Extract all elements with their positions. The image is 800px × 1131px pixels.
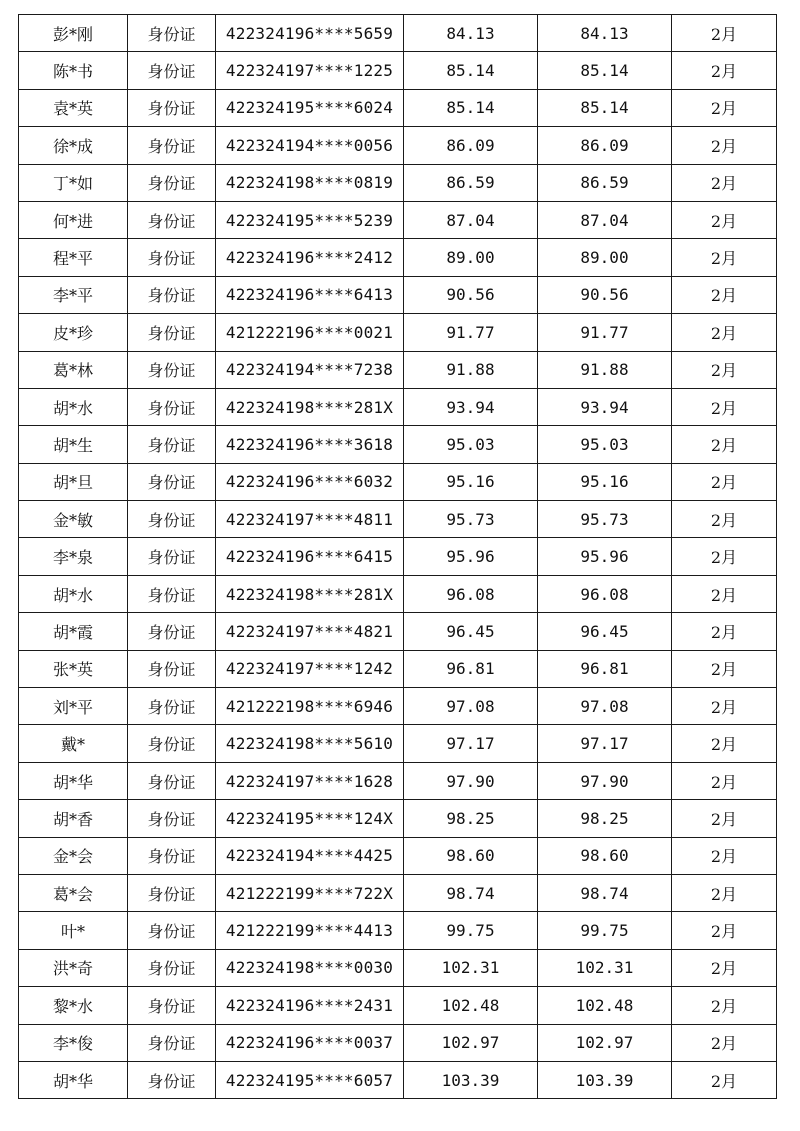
table-row [19, 987, 777, 1024]
name-cell: 彭*刚 [19, 15, 128, 52]
total-cell: 96.81 [538, 650, 672, 687]
id-number-cell: 421222198****6946 [216, 688, 404, 725]
id-number-cell: 422324196****6032 [216, 463, 404, 500]
name-cell: 李*泉 [19, 538, 128, 575]
amount-cell: 98.60 [404, 837, 538, 874]
amount-cell: 87.04 [404, 201, 538, 238]
id-number-cell: 422324198****0030 [216, 949, 404, 986]
total-cell: 98.74 [538, 874, 672, 911]
amount-cell: 95.96 [404, 538, 538, 575]
month-cell: 2月 [672, 912, 777, 949]
total-cell: 91.88 [538, 351, 672, 388]
id-number-cell: 422324194****0056 [216, 127, 404, 164]
amount-cell: 96.08 [404, 575, 538, 612]
document-type-cell: 身份证 [128, 800, 216, 837]
total-cell: 102.31 [538, 949, 672, 986]
name-cell: 葛*会 [19, 874, 128, 911]
document-type-cell: 身份证 [128, 1024, 216, 1061]
amount-cell: 103.39 [404, 1061, 538, 1098]
id-number-cell: 422324196****5659 [216, 15, 404, 52]
id-number-cell: 422324194****4425 [216, 837, 404, 874]
amount-cell: 98.25 [404, 800, 538, 837]
month-cell: 2月 [672, 1061, 777, 1098]
table-row [19, 874, 777, 911]
table-row [19, 800, 777, 837]
total-cell: 84.13 [538, 15, 672, 52]
table-row [19, 388, 777, 425]
id-number-cell: 422324196****6415 [216, 538, 404, 575]
total-cell: 99.75 [538, 912, 672, 949]
total-cell: 96.45 [538, 613, 672, 650]
id-number-cell: 421222199****722X [216, 874, 404, 911]
month-cell: 2月 [672, 15, 777, 52]
month-cell: 2月 [672, 725, 777, 762]
month-cell: 2月 [672, 239, 777, 276]
name-cell: 徐*成 [19, 127, 128, 164]
id-number-cell: 422324195****5239 [216, 201, 404, 238]
name-cell: 袁*英 [19, 89, 128, 126]
name-cell: 皮*珍 [19, 314, 128, 351]
table-row [19, 613, 777, 650]
table-row [19, 351, 777, 388]
id-number-cell: 422324198****5610 [216, 725, 404, 762]
amount-cell: 86.59 [404, 164, 538, 201]
month-cell: 2月 [672, 314, 777, 351]
name-cell: 胡*华 [19, 762, 128, 799]
amount-cell: 95.73 [404, 501, 538, 538]
document-type-cell: 身份证 [128, 912, 216, 949]
id-number-cell: 422324195****6057 [216, 1061, 404, 1098]
table-row [19, 239, 777, 276]
amount-cell: 99.75 [404, 912, 538, 949]
name-cell: 金*会 [19, 837, 128, 874]
amount-cell: 89.00 [404, 239, 538, 276]
name-cell: 李*俊 [19, 1024, 128, 1061]
document-type-cell: 身份证 [128, 276, 216, 313]
amount-cell: 90.56 [404, 276, 538, 313]
document-type-cell: 身份证 [128, 89, 216, 126]
table-row [19, 463, 777, 500]
name-cell: 葛*林 [19, 351, 128, 388]
month-cell: 2月 [672, 201, 777, 238]
total-cell: 91.77 [538, 314, 672, 351]
document-type-cell: 身份证 [128, 762, 216, 799]
id-number-cell: 422324194****7238 [216, 351, 404, 388]
total-cell: 98.60 [538, 837, 672, 874]
month-cell: 2月 [672, 800, 777, 837]
table-row [19, 949, 777, 986]
month-cell: 2月 [672, 276, 777, 313]
amount-cell: 95.03 [404, 426, 538, 463]
table-row [19, 426, 777, 463]
table-row [19, 650, 777, 687]
total-cell: 96.08 [538, 575, 672, 612]
id-number-cell: 422324196****6413 [216, 276, 404, 313]
name-cell: 何*进 [19, 201, 128, 238]
document-type-cell: 身份证 [128, 52, 216, 89]
document-type-cell: 身份证 [128, 538, 216, 575]
document-type-cell: 身份证 [128, 575, 216, 612]
document-type-cell: 身份证 [128, 987, 216, 1024]
total-cell: 102.48 [538, 987, 672, 1024]
amount-cell: 102.48 [404, 987, 538, 1024]
document-type-cell: 身份证 [128, 239, 216, 276]
document-type-cell: 身份证 [128, 688, 216, 725]
document-type-cell: 身份证 [128, 314, 216, 351]
name-cell: 洪*奇 [19, 949, 128, 986]
amount-cell: 102.31 [404, 949, 538, 986]
id-number-cell: 422324196****2431 [216, 987, 404, 1024]
amount-cell: 84.13 [404, 15, 538, 52]
table-row [19, 688, 777, 725]
total-cell: 90.56 [538, 276, 672, 313]
month-cell: 2月 [672, 1024, 777, 1061]
document-type-cell: 身份证 [128, 613, 216, 650]
table-row [19, 164, 777, 201]
id-number-cell: 422324195****6024 [216, 89, 404, 126]
month-cell: 2月 [672, 127, 777, 164]
id-number-cell: 421222196****0021 [216, 314, 404, 351]
amount-cell: 97.17 [404, 725, 538, 762]
month-cell: 2月 [672, 388, 777, 425]
month-cell: 2月 [672, 351, 777, 388]
id-number-cell: 421222199****4413 [216, 912, 404, 949]
table-row [19, 201, 777, 238]
name-cell: 刘*平 [19, 688, 128, 725]
document-type-cell: 身份证 [128, 501, 216, 538]
name-cell: 胡*旦 [19, 463, 128, 500]
table-row [19, 276, 777, 313]
amount-cell: 98.74 [404, 874, 538, 911]
total-cell: 89.00 [538, 239, 672, 276]
month-cell: 2月 [672, 89, 777, 126]
total-cell: 95.16 [538, 463, 672, 500]
amount-cell: 96.81 [404, 650, 538, 687]
month-cell: 2月 [672, 164, 777, 201]
name-cell: 丁*如 [19, 164, 128, 201]
month-cell: 2月 [672, 688, 777, 725]
document-type-cell: 身份证 [128, 388, 216, 425]
total-cell: 97.90 [538, 762, 672, 799]
total-cell: 98.25 [538, 800, 672, 837]
id-number-cell: 422324196****0037 [216, 1024, 404, 1061]
month-cell: 2月 [672, 949, 777, 986]
month-cell: 2月 [672, 52, 777, 89]
name-cell: 黎*水 [19, 987, 128, 1024]
total-cell: 102.97 [538, 1024, 672, 1061]
document-type-cell: 身份证 [128, 874, 216, 911]
table-row [19, 52, 777, 89]
month-cell: 2月 [672, 874, 777, 911]
total-cell: 95.96 [538, 538, 672, 575]
table-row [19, 762, 777, 799]
table-row [19, 837, 777, 874]
month-cell: 2月 [672, 501, 777, 538]
amount-cell: 97.08 [404, 688, 538, 725]
document-type-cell: 身份证 [128, 164, 216, 201]
id-number-cell: 422324198****281X [216, 388, 404, 425]
month-cell: 2月 [672, 538, 777, 575]
id-number-cell: 422324197****1242 [216, 650, 404, 687]
table-row [19, 725, 777, 762]
amount-cell: 102.97 [404, 1024, 538, 1061]
document-type-cell: 身份证 [128, 351, 216, 388]
name-cell: 张*英 [19, 650, 128, 687]
total-cell: 85.14 [538, 89, 672, 126]
table-row [19, 89, 777, 126]
month-cell: 2月 [672, 762, 777, 799]
document-type-cell: 身份证 [128, 949, 216, 986]
month-cell: 2月 [672, 837, 777, 874]
amount-cell: 91.77 [404, 314, 538, 351]
amount-cell: 86.09 [404, 127, 538, 164]
name-cell: 胡*水 [19, 575, 128, 612]
table-body [19, 15, 777, 1099]
name-cell: 叶* [19, 912, 128, 949]
total-cell: 95.03 [538, 426, 672, 463]
payment-roster-table [18, 14, 777, 1099]
month-cell: 2月 [672, 987, 777, 1024]
document-type-cell: 身份证 [128, 127, 216, 164]
amount-cell: 91.88 [404, 351, 538, 388]
month-cell: 2月 [672, 426, 777, 463]
document-type-cell: 身份证 [128, 650, 216, 687]
document-type-cell: 身份证 [128, 725, 216, 762]
name-cell: 戴* [19, 725, 128, 762]
document-type-cell: 身份证 [128, 201, 216, 238]
id-number-cell: 422324197****4811 [216, 501, 404, 538]
amount-cell: 97.90 [404, 762, 538, 799]
id-number-cell: 422324196****2412 [216, 239, 404, 276]
table-row [19, 575, 777, 612]
name-cell: 胡*香 [19, 800, 128, 837]
table-row [19, 538, 777, 575]
id-number-cell: 422324197****4821 [216, 613, 404, 650]
table-row [19, 15, 777, 52]
name-cell: 陈*书 [19, 52, 128, 89]
total-cell: 87.04 [538, 201, 672, 238]
table-row [19, 912, 777, 949]
amount-cell: 85.14 [404, 52, 538, 89]
document-type-cell: 身份证 [128, 837, 216, 874]
name-cell: 金*敏 [19, 501, 128, 538]
name-cell: 胡*霞 [19, 613, 128, 650]
name-cell: 李*平 [19, 276, 128, 313]
id-number-cell: 422324198****281X [216, 575, 404, 612]
id-number-cell: 422324195****124X [216, 800, 404, 837]
id-number-cell: 422324197****1628 [216, 762, 404, 799]
total-cell: 95.73 [538, 501, 672, 538]
total-cell: 103.39 [538, 1061, 672, 1098]
table-row [19, 127, 777, 164]
document-type-cell: 身份证 [128, 463, 216, 500]
name-cell: 胡*华 [19, 1061, 128, 1098]
name-cell: 胡*生 [19, 426, 128, 463]
id-number-cell: 422324197****1225 [216, 52, 404, 89]
total-cell: 85.14 [538, 52, 672, 89]
id-number-cell: 422324196****3618 [216, 426, 404, 463]
name-cell: 胡*水 [19, 388, 128, 425]
amount-cell: 96.45 [404, 613, 538, 650]
amount-cell: 95.16 [404, 463, 538, 500]
month-cell: 2月 [672, 650, 777, 687]
table-row [19, 1024, 777, 1061]
table-row [19, 501, 777, 538]
amount-cell: 85.14 [404, 89, 538, 126]
total-cell: 86.59 [538, 164, 672, 201]
table-row [19, 314, 777, 351]
month-cell: 2月 [672, 463, 777, 500]
total-cell: 93.94 [538, 388, 672, 425]
amount-cell: 93.94 [404, 388, 538, 425]
table-row [19, 1061, 777, 1098]
total-cell: 86.09 [538, 127, 672, 164]
month-cell: 2月 [672, 613, 777, 650]
document-type-cell: 身份证 [128, 1061, 216, 1098]
document-page [18, 14, 776, 1099]
document-type-cell: 身份证 [128, 426, 216, 463]
name-cell: 程*平 [19, 239, 128, 276]
total-cell: 97.17 [538, 725, 672, 762]
month-cell: 2月 [672, 575, 777, 612]
total-cell: 97.08 [538, 688, 672, 725]
id-number-cell: 422324198****0819 [216, 164, 404, 201]
document-type-cell: 身份证 [128, 15, 216, 52]
